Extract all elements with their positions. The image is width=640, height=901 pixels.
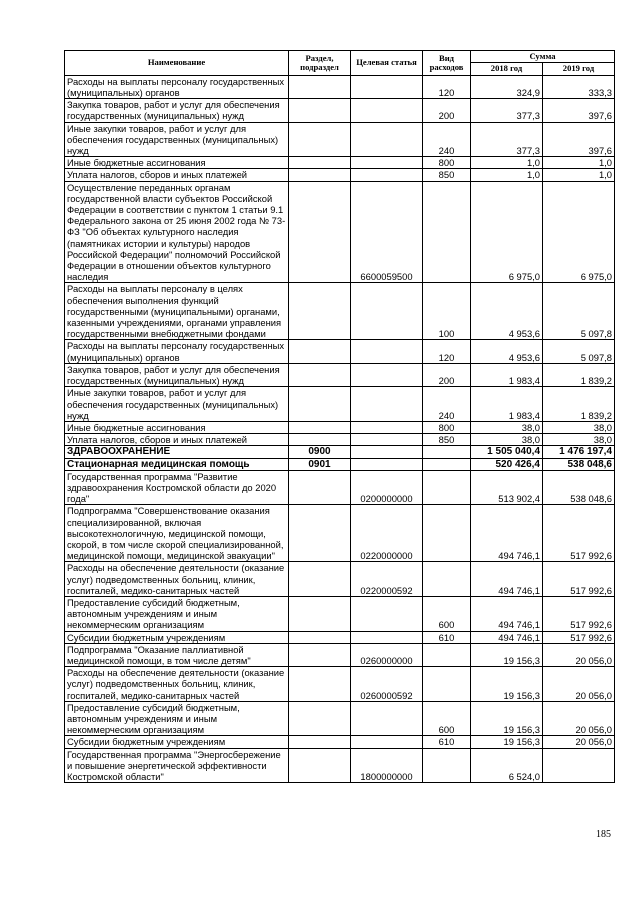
row-section-cell bbox=[289, 562, 351, 597]
row-amount-2018-cell: 4 953,6 bbox=[471, 340, 543, 363]
row-section-cell bbox=[289, 470, 351, 505]
row-type-cell bbox=[423, 458, 471, 470]
row-section-cell bbox=[289, 99, 351, 122]
row-amount-2019-cell: 5 097,8 bbox=[543, 283, 615, 340]
table-row bbox=[65, 421, 615, 433]
table-row bbox=[65, 181, 615, 283]
row-amount-2019-cell: 517 992,6 bbox=[543, 562, 615, 597]
table-body bbox=[65, 75, 615, 782]
row-name-cell: Иные закупки товаров, работ и услуг для обеспечения государственных (муниципальных) нужд bbox=[65, 387, 289, 422]
row-section-cell bbox=[289, 596, 351, 631]
row-section-cell bbox=[289, 736, 351, 748]
row-target-cell: 6600059500 bbox=[351, 181, 423, 283]
row-type-cell bbox=[423, 562, 471, 597]
row-name-cell: Подпрограмма "Оказание паллиативной медицинской помощи, в том числе детям" bbox=[65, 643, 289, 666]
row-amount-2019-cell: 538 048,6 bbox=[543, 470, 615, 505]
table-row bbox=[65, 458, 615, 470]
row-amount-2018-cell: 1 983,4 bbox=[471, 387, 543, 422]
row-section-cell bbox=[289, 157, 351, 169]
row-target-cell: 1800000000 bbox=[351, 748, 423, 783]
row-type-cell: 100 bbox=[423, 283, 471, 340]
row-name-cell: Уплата налогов, сборов и иных платежей bbox=[65, 434, 289, 446]
row-amount-2019-cell: 38,0 bbox=[543, 434, 615, 446]
table-row bbox=[65, 748, 615, 783]
row-section-cell bbox=[289, 643, 351, 666]
row-target-cell: 0260000000 bbox=[351, 643, 423, 666]
row-amount-2018-cell: 377,3 bbox=[471, 122, 543, 157]
row-name-cell: Субсидии бюджетным учреждениям bbox=[65, 631, 289, 643]
row-type-cell: 120 bbox=[423, 340, 471, 363]
row-amount-2018-cell: 377,3 bbox=[471, 99, 543, 122]
row-section-cell bbox=[289, 75, 351, 98]
row-amount-2018-cell: 324,9 bbox=[471, 75, 543, 98]
row-target-cell: 0220000000 bbox=[351, 505, 423, 562]
row-section-cell bbox=[289, 421, 351, 433]
row-amount-2019-cell: 1 476 197,4 bbox=[543, 446, 615, 458]
row-section-cell bbox=[289, 505, 351, 562]
row-name-cell: Стационарная медицинская помощь bbox=[65, 458, 289, 470]
table-row bbox=[65, 596, 615, 631]
table-row bbox=[65, 701, 615, 736]
row-name-cell: Расходы на выплаты персоналу в целях обеспечения выполнения функций государственными (муниципальными) органами, казенными учреждениями, органами управления государственными внебюджетными фондами bbox=[65, 283, 289, 340]
row-amount-2018-cell: 1,0 bbox=[471, 169, 543, 181]
table-row bbox=[65, 446, 615, 458]
header-year-2018: 2018 год bbox=[471, 63, 543, 75]
row-name-cell: Расходы на обеспечение деятельности (оказание услуг) подведомственных больниц, клиник, госпиталей, медико-санитарных частей bbox=[65, 667, 289, 702]
row-amount-2019-cell: 20 056,0 bbox=[543, 643, 615, 666]
row-amount-2018-cell: 494 746,1 bbox=[471, 596, 543, 631]
row-amount-2018-cell: 19 156,3 bbox=[471, 667, 543, 702]
row-target-cell bbox=[351, 75, 423, 98]
row-type-cell: 200 bbox=[423, 99, 471, 122]
row-type-cell bbox=[423, 181, 471, 283]
row-section-cell bbox=[289, 181, 351, 283]
row-target-cell: 0260000592 bbox=[351, 667, 423, 702]
table-header bbox=[65, 51, 615, 76]
row-target-cell bbox=[351, 363, 423, 386]
header-name: Наименование bbox=[65, 51, 289, 76]
row-target-cell bbox=[351, 458, 423, 470]
row-target-cell bbox=[351, 387, 423, 422]
row-target-cell bbox=[351, 434, 423, 446]
row-amount-2018-cell: 6 524,0 bbox=[471, 748, 543, 783]
row-type-cell bbox=[423, 446, 471, 458]
row-section-cell: 0900 bbox=[289, 446, 351, 458]
row-section-cell: 0901 bbox=[289, 458, 351, 470]
row-type-cell bbox=[423, 470, 471, 505]
row-type-cell: 600 bbox=[423, 596, 471, 631]
row-amount-2019-cell: 397,6 bbox=[543, 122, 615, 157]
row-amount-2019-cell: 517 992,6 bbox=[543, 505, 615, 562]
table-row bbox=[65, 631, 615, 643]
row-amount-2019-cell: 1 839,2 bbox=[543, 387, 615, 422]
row-target-cell bbox=[351, 421, 423, 433]
row-name-cell: Субсидии бюджетным учреждениям bbox=[65, 736, 289, 748]
row-amount-2019-cell: 38,0 bbox=[543, 421, 615, 433]
row-target-cell: 0200000000 bbox=[351, 470, 423, 505]
table-row bbox=[65, 340, 615, 363]
page-number: 185 bbox=[596, 829, 611, 840]
table-row bbox=[65, 562, 615, 597]
row-amount-2019-cell: 1,0 bbox=[543, 157, 615, 169]
row-amount-2018-cell: 19 156,3 bbox=[471, 643, 543, 666]
table-row bbox=[65, 387, 615, 422]
row-amount-2018-cell: 4 953,6 bbox=[471, 283, 543, 340]
row-type-cell bbox=[423, 505, 471, 562]
row-amount-2018-cell: 6 975,0 bbox=[471, 181, 543, 283]
row-amount-2018-cell: 1,0 bbox=[471, 157, 543, 169]
row-amount-2019-cell: 20 056,0 bbox=[543, 667, 615, 702]
row-amount-2019-cell: 20 056,0 bbox=[543, 736, 615, 748]
row-name-cell: Уплата налогов, сборов и иных платежей bbox=[65, 169, 289, 181]
header-section: Раздел, подраздел bbox=[289, 51, 351, 76]
row-section-cell bbox=[289, 122, 351, 157]
row-type-cell: 610 bbox=[423, 631, 471, 643]
row-type-cell: 120 bbox=[423, 75, 471, 98]
table-row bbox=[65, 667, 615, 702]
row-amount-2018-cell: 494 746,1 bbox=[471, 562, 543, 597]
row-type-cell bbox=[423, 643, 471, 666]
row-amount-2018-cell: 38,0 bbox=[471, 434, 543, 446]
row-type-cell bbox=[423, 667, 471, 702]
row-target-cell bbox=[351, 631, 423, 643]
row-amount-2018-cell: 1 983,4 bbox=[471, 363, 543, 386]
row-type-cell: 800 bbox=[423, 157, 471, 169]
row-section-cell bbox=[289, 363, 351, 386]
row-name-cell: Закупка товаров, работ и услуг для обеспечения государственных (муниципальных) нужд bbox=[65, 363, 289, 386]
row-amount-2019-cell: 6 975,0 bbox=[543, 181, 615, 283]
budget-table bbox=[64, 50, 615, 783]
row-name-cell: ЗДРАВООХРАНЕНИЕ bbox=[65, 446, 289, 458]
row-amount-2018-cell: 1 505 040,4 bbox=[471, 446, 543, 458]
row-section-cell bbox=[289, 748, 351, 783]
row-name-cell: Расходы на обеспечение деятельности (оказание услуг) подведомственных больниц, клиник, госпиталей, медико-санитарных частей bbox=[65, 562, 289, 597]
row-type-cell: 850 bbox=[423, 434, 471, 446]
row-section-cell bbox=[289, 631, 351, 643]
row-amount-2019-cell: 1 839,2 bbox=[543, 363, 615, 386]
table-row bbox=[65, 505, 615, 562]
table-row bbox=[65, 122, 615, 157]
header-amount: Сумма bbox=[471, 51, 615, 63]
header-expense-type: Вид расходов bbox=[423, 51, 471, 76]
row-name-cell: Иные закупки товаров, работ и услуг для обеспечения государственных (муниципальных) нужд bbox=[65, 122, 289, 157]
row-section-cell bbox=[289, 701, 351, 736]
row-section-cell bbox=[289, 667, 351, 702]
row-target-cell bbox=[351, 283, 423, 340]
row-amount-2019-cell: 333,3 bbox=[543, 75, 615, 98]
row-name-cell: Предоставление субсидий бюджетным, автономным учреждениям и иным некоммерческим организациям bbox=[65, 701, 289, 736]
row-target-cell bbox=[351, 122, 423, 157]
row-amount-2018-cell: 19 156,3 bbox=[471, 701, 543, 736]
row-type-cell: 850 bbox=[423, 169, 471, 181]
row-type-cell: 240 bbox=[423, 387, 471, 422]
table-row bbox=[65, 470, 615, 505]
row-amount-2019-cell: 517 992,6 bbox=[543, 596, 615, 631]
row-name-cell: Государственная программа "Развитие здравоохранения Костромской области до 2020 года" bbox=[65, 470, 289, 505]
row-name-cell: Иные бюджетные ассигнования bbox=[65, 421, 289, 433]
row-target-cell bbox=[351, 157, 423, 169]
row-name-cell: Осуществление переданных органам государственной власти субъектов Российской Федерации в соответствии с пунктом 1 статьи 9.1 Федерального закона от 25 июня 2002 года № 73-ФЗ "Об объектах культурного наследия (памятниках истории и культуры) народов Российской Федерации" полномочий Российской Федерации в отношении объектов культурного наследия bbox=[65, 181, 289, 283]
row-section-cell bbox=[289, 340, 351, 363]
row-target-cell bbox=[351, 169, 423, 181]
row-target-cell bbox=[351, 99, 423, 122]
table-row bbox=[65, 75, 615, 98]
row-target-cell: 0220000592 bbox=[351, 562, 423, 597]
row-section-cell bbox=[289, 283, 351, 340]
row-amount-2018-cell: 494 746,1 bbox=[471, 631, 543, 643]
row-type-cell: 610 bbox=[423, 736, 471, 748]
row-target-cell bbox=[351, 340, 423, 363]
row-amount-2018-cell: 494 746,1 bbox=[471, 505, 543, 562]
table-row bbox=[65, 434, 615, 446]
table-row bbox=[65, 736, 615, 748]
row-amount-2019-cell: 517 992,6 bbox=[543, 631, 615, 643]
row-section-cell bbox=[289, 387, 351, 422]
table-row bbox=[65, 157, 615, 169]
row-section-cell bbox=[289, 434, 351, 446]
row-name-cell: Расходы на выплаты персоналу государственных (муниципальных) органов bbox=[65, 75, 289, 98]
row-amount-2018-cell: 19 156,3 bbox=[471, 736, 543, 748]
row-name-cell: Государственная программа "Энергосбережение и повышение энергетической эффективности Костромской области" bbox=[65, 748, 289, 783]
row-amount-2019-cell: 1,0 bbox=[543, 169, 615, 181]
row-type-cell: 800 bbox=[423, 421, 471, 433]
table-row bbox=[65, 363, 615, 386]
row-amount-2019-cell: 5 097,8 bbox=[543, 340, 615, 363]
header-target: Целевая статья bbox=[351, 51, 423, 76]
row-amount-2018-cell: 513 902,4 bbox=[471, 470, 543, 505]
row-name-cell: Подпрограмма "Совершенствование оказания специализированной, включая высокотехнологичную, медицинской помощи, скорой, в том числе скорой специализированной, медицинской помощи, медицинской эвакуации" bbox=[65, 505, 289, 562]
row-type-cell bbox=[423, 748, 471, 783]
row-name-cell: Иные бюджетные ассигнования bbox=[65, 157, 289, 169]
table-row bbox=[65, 283, 615, 340]
row-target-cell bbox=[351, 596, 423, 631]
row-target-cell bbox=[351, 701, 423, 736]
row-amount-2019-cell: 20 056,0 bbox=[543, 701, 615, 736]
row-type-cell: 200 bbox=[423, 363, 471, 386]
row-name-cell: Закупка товаров, работ и услуг для обеспечения государственных (муниципальных) нужд bbox=[65, 99, 289, 122]
table-row bbox=[65, 643, 615, 666]
row-amount-2019-cell bbox=[543, 748, 615, 783]
row-amount-2018-cell: 38,0 bbox=[471, 421, 543, 433]
row-amount-2018-cell: 520 426,4 bbox=[471, 458, 543, 470]
row-target-cell bbox=[351, 446, 423, 458]
row-amount-2019-cell: 538 048,6 bbox=[543, 458, 615, 470]
row-amount-2019-cell: 397,6 bbox=[543, 99, 615, 122]
row-type-cell: 240 bbox=[423, 122, 471, 157]
table-row bbox=[65, 99, 615, 122]
row-name-cell: Расходы на выплаты персоналу государственных (муниципальных) органов bbox=[65, 340, 289, 363]
row-type-cell: 600 bbox=[423, 701, 471, 736]
row-name-cell: Предоставление субсидий бюджетным, автономным учреждениям и иным некоммерческим организациям bbox=[65, 596, 289, 631]
table-row bbox=[65, 169, 615, 181]
header-year-2019: 2019 год bbox=[543, 63, 615, 75]
row-section-cell bbox=[289, 169, 351, 181]
row-target-cell bbox=[351, 736, 423, 748]
